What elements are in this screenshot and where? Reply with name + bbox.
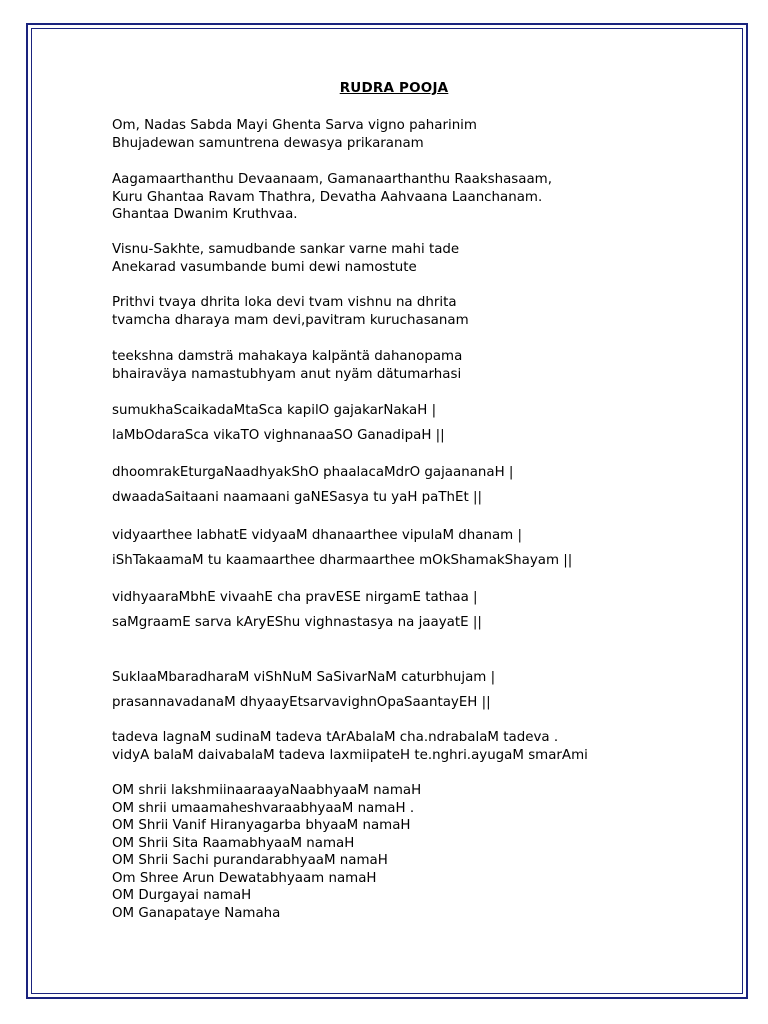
verse-line: OM shrii lakshmiinaaraayaNaabhyaaM namaH [112, 783, 422, 798]
verse-line: dwaadaSaitaani naamaani gaNESasya tu yaH paThEt || [112, 490, 483, 505]
stanza-3 [112, 241, 459, 276]
stanza-9 [112, 585, 482, 635]
verse-line: Kuru Ghantaa Ravam Thathra, Devatha Aahvaana Laanchanam. [112, 189, 543, 205]
stanza-1 [112, 117, 477, 152]
verse-line: prasannavadanaM dhyaayEtsarvavighnOpaSaantayEH || [112, 695, 491, 710]
verse-line: Bhujadewan samuntrena dewasya prikaranam [112, 135, 424, 151]
verse-line: dhoomrakEturgaNaadhyakShO phaalacaMdrO gajaananaH | [112, 465, 514, 480]
page-title: RUDRA POOJA [339, 80, 449, 96]
stanza-2 [112, 171, 552, 224]
stanza-5 [112, 348, 462, 383]
stanza-7 [112, 460, 513, 510]
stanza-12 [112, 782, 421, 922]
verse-line: Aagamaarthanthu Devaanaam, Gamanaarthanthu Raakshasaam, [112, 172, 552, 187]
verse-line: Om, Nadas Sabda Mayi Ghenta Sarva vigno paharinim [112, 118, 477, 133]
verse-line: Ghantaa Dwanim Kruthvaa. [112, 207, 298, 222]
verse-line: Visnu-Sakhte, samudbande sankar varne mahi tade [112, 242, 460, 257]
verse-line: teekshna damsträ mahakaya kalpäntä dahanopama [112, 349, 463, 364]
verse-line: OM Shrii Vanif Hiranyagarba bhyaaM namaH [112, 818, 411, 833]
verse-line: tadeva lagnaM sudinaM tadeva tArAbalaM cha.ndrabalaM tadeva . [112, 730, 559, 745]
verse-line: sumukhaScaikadaMtaSca kapilO gajakarNakaH | [112, 403, 437, 418]
verse-line: vidyaarthee labhatE vidyaaM dhanaarthee vipulaM dhanam | [112, 528, 522, 543]
verse-line: tvamcha dharaya mam devi,pavitram kuruchasanam [112, 312, 469, 328]
verse-line: iShTakaamaM tu kaamaarthee dharmaarthee mOkShamakShayam || [112, 553, 573, 568]
verse-line: vidyA balaM daivabalaM tadeva laxmiipateH te.nghri.ayugaM smarAmi [112, 747, 588, 763]
verse-line: SuklaaMbaradharaM viShNuM SaSivarNaM caturbhujam | [112, 670, 496, 685]
stanza-6 [112, 398, 445, 448]
verse-line: saMgraamE sarva kAryEShu vighnastasya na jaayatE || [112, 615, 482, 630]
stanza-10 [112, 665, 495, 715]
verse-line: Anekarad vasumbande bumi dewi namostute [112, 259, 417, 275]
verse-line: laMbOdaraSca vikaTO vighnanaaSO GanadipaH || [112, 428, 445, 443]
stanza-11 [112, 729, 588, 764]
verse-line: vidhyaaraMbhE vivaahE cha pravESE nirgamE tathaa | [112, 590, 478, 605]
stanza-4 [112, 294, 469, 329]
verse-line: OM Shrii Sachi purandarabhyaaM namaH [112, 853, 388, 868]
verse-line: bhairaväya namastubhyam anut nyäm dätumarhasi [112, 366, 462, 382]
verse-line: Om Shree Arun Dewatabhyaam namaH [112, 870, 377, 886]
verse-line: OM Shrii Sita RaamabhyaaM namaH [112, 835, 355, 851]
verse-line: OM Ganapataye Namaha [112, 905, 281, 921]
stanza-8 [112, 523, 572, 573]
verse-line: OM shrii umaamaheshvaraabhyaaM namaH . [112, 800, 415, 816]
verse-line: Prithvi tvaya dhrita loka devi tvam vishnu na dhrita [112, 295, 457, 310]
verse-line: OM Durgayai namaH [112, 888, 252, 903]
